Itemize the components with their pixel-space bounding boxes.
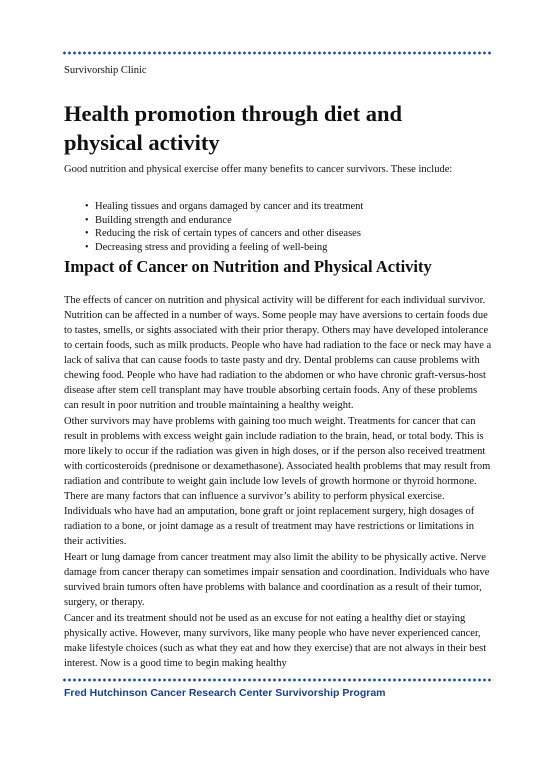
body-paragraph: Cancer and its treatment should not be used as an excuse for not eating a healthy diet or staying physically active. However, many survivors, like many people who have never experienced cancer, make lifestyle choices (such as what they eat and how they exercise) that are not always in their best interest. Now is a good time to begin making healthy (64, 613, 487, 669)
top-dotted-divider (62, 51, 492, 55)
list-item: • Building strength and endurance (95, 214, 495, 228)
body-paragraph: Other survivors may have problems with gaining too much weight. Treatments for cancer that can result in problems with excess weight gain include radiation to the brain, head, or total body. This is more likely to occur if the radiation was given in high doses, or if the person also received treatment with corticosteroids (prednisone or dexamethasone). Associated health problems that may result from radiation and contribute to weight gain include low levels of growth hormone or thyroid hormone. There are many factors that can influence a survivor’s ability to perform physical exercise. Individuals who have had an amputation, bone graft or joint replacement surgery, high dosages of radiation to a bone, or joint damage as a result of treatment may have restrictions or limitations in their activities. (64, 416, 491, 547)
intro-paragraph: Good nutrition and physical exercise offer many benefits to cancer survivors. These include: (64, 164, 453, 175)
bottom-dotted-divider (62, 678, 492, 682)
footer-program-name: Fred Hutchinson Cancer Research Center Survivorship Program (64, 687, 386, 699)
benefits-list (95, 200, 495, 254)
list-item: • Decreasing stress and providing a feeling of well-being (95, 241, 495, 255)
body-paragraph: Heart or lung damage from cancer treatment may also limit the ability to be physically active. Nerve damage from cancer therapy can sometimes impair sensation and coordination. Individuals who have survived brain tumors often have problems with balance and coordination as a result of their tumor, surgery, or therapy. (64, 552, 490, 608)
list-item: • Healing tissues and organs damaged by cancer and its treatment (95, 200, 495, 214)
body-paragraph: The effects of cancer on nutrition and physical activity will be different for each individual survivor. Nutrition can be affected in a number of ways. Some people may have aversions to certain foods due to tastes, smells, or sights associated with their prior therapy. Others may have developed intolerance to certain foods, such as milk products. People who have had radiation to the face or neck may have a lack of saliva that can cause foods to taste pasty and dry. Dental problems can cause problems with chewing food. People who have had radiation to the abdomen or who have chronic graft-versus-host disease after stem cell transplant may have trouble absorbing certain foods. Any of these problems can result in poor nutrition and trouble maintaining a healthy weight. (64, 295, 492, 411)
clinic-label: Survivorship Clinic (64, 65, 147, 76)
page-title: Health promotion through diet and physical activity (64, 101, 402, 155)
list-item: • Reducing the risk of certain types of cancers and other diseases (95, 227, 495, 241)
section-heading: Impact of Cancer on Nutrition and Physical Activity (64, 257, 432, 276)
